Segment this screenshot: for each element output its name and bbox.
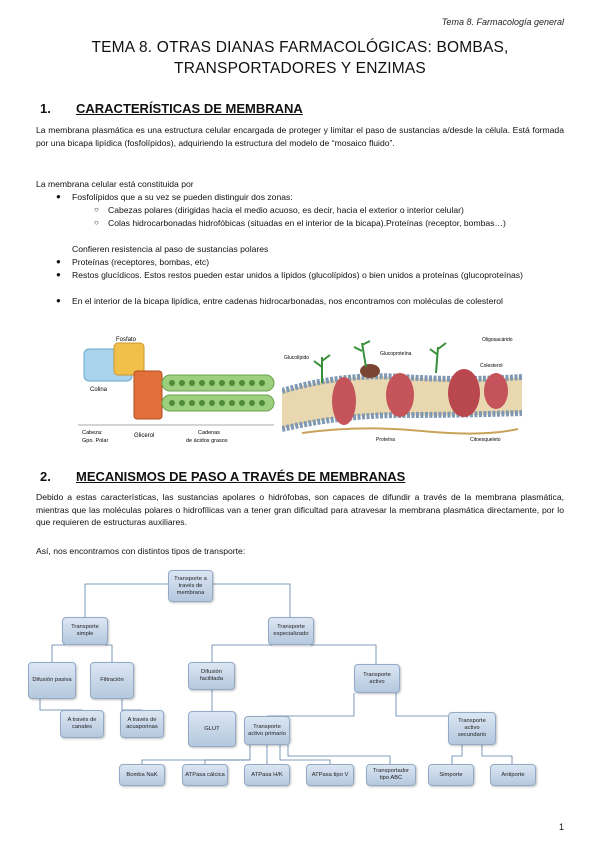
- bullet-phospholipids: [56, 191, 562, 204]
- node-transporte-simple: Transporte simple: [62, 617, 108, 645]
- section-2-heading: [40, 469, 405, 484]
- section-1-title: CARACTERÍSTICAS DE MEMBRANA: [76, 101, 303, 116]
- sub-polar-heads: [94, 204, 562, 217]
- sub-circle: ○: [94, 205, 99, 214]
- protein-4: [484, 373, 508, 409]
- node-simporte: Simporte: [428, 764, 474, 786]
- node-glut: GLUT: [188, 711, 236, 747]
- fatty-chain-1: [162, 375, 274, 391]
- title-line-1: TEMA 8. OTRAS DIANAS FARMACOLÓGICAS: BOMBAS,: [91, 39, 509, 56]
- bullet-proteins: [56, 256, 562, 269]
- node-difusion-pasiva: Difusión pasiva: [28, 662, 76, 699]
- section-1-intro: La membrana plasmática es una estructura celular encargada de proteger y limitar el paso de sustancias a/desde la célula. Está formada por una bicapa lipídica (fosfolípidos), adquiriendo la estructura del modelo de “mosaico fluido”.: [36, 125, 564, 148]
- label-fosfato: Fosfato: [116, 337, 137, 343]
- membrane-constituted: La membrana celular está constituida por: [36, 179, 194, 189]
- node-transporte-especializado: Transporte especializado: [268, 617, 314, 645]
- label-proteina: Proteína: [376, 437, 395, 443]
- page-title: [30, 37, 570, 79]
- bullet-cholesterol: [56, 295, 562, 308]
- sub-tails: [94, 217, 562, 230]
- bullet-glycans-text: Restos glucídicos. Estos restos pueden estar unidos a lípidos (glucolípidos) o bien unidos a proteínas (glucoproteínas): [72, 270, 523, 280]
- label-cadenas: Cadenas: [198, 430, 221, 436]
- node-transporte-activo: Transporte activo: [354, 664, 400, 693]
- cytoskeleton: [302, 428, 518, 433]
- transport-types-intro: Así, nos encontramos con distintos tipos de transporte:: [36, 546, 246, 556]
- sub-polar-heads-text: Cabezas polares (dirigidas hacia el medio acuoso, es decir, hacia el exterior o interior celular): [108, 205, 464, 215]
- sub-circle: ○: [94, 218, 99, 227]
- protein-globule: [360, 364, 380, 378]
- title-line-2: TRANSPORTADORES Y ENZIMAS: [174, 60, 426, 77]
- bullet-dot: ●: [56, 296, 61, 305]
- protein-2: [386, 373, 414, 417]
- label-gpo-polar: Gpo. Polar: [82, 438, 109, 444]
- bullet-dot: ●: [56, 257, 61, 266]
- label-colesterol: Colesterol: [480, 363, 503, 369]
- protein-1: [332, 377, 356, 425]
- bullet-glycans: [56, 269, 562, 282]
- node-atpasa-hk: ATPasa H/K: [244, 764, 290, 786]
- node-acuaporinas: A través de acuaporinas: [120, 710, 164, 738]
- node-activo-primario: Transporte activo primario: [244, 716, 290, 745]
- node-root: Transporte a través de membrana: [168, 570, 213, 602]
- label-colina: Colina: [90, 387, 108, 393]
- bullet-dot: ●: [56, 192, 61, 201]
- resistance-note: Confieren resistencia al paso de sustancias polares: [72, 244, 269, 254]
- fluid-mosaic-figure: [282, 333, 522, 445]
- bullet-dot: ●: [56, 270, 61, 279]
- node-atpasa-calcica: ATPasa cálcica: [182, 764, 228, 786]
- fatty-chain-2: [162, 395, 274, 411]
- label-glicerol: Glicerol: [134, 433, 155, 439]
- node-activo-secundario: Transporte activo secundario: [448, 712, 496, 745]
- label-glucoproteina: Glucoproteína: [380, 351, 412, 357]
- label-citoesqueleto: Citoesqueleto: [470, 437, 501, 443]
- label-oligosacarido: Oligosacárido: [482, 337, 513, 343]
- phospholipid-figure: [76, 333, 276, 445]
- sub-tails-text: Colas hidrocarbonadas hidrofóbicas (situadas en el interior de la bicapa).Proteínas (receptor, bombas…): [108, 218, 506, 228]
- label-glucolipido: Glucolípido: [284, 355, 310, 361]
- bullet-phospholipids-text: Fosfolípidos que a su vez se pueden distinguir dos zonas:: [72, 192, 293, 202]
- glycerol-block: [134, 371, 162, 419]
- node-canales: A través de canales: [60, 710, 104, 738]
- section-2-number: 2.: [40, 469, 51, 484]
- node-abc: Transportador tipo ABC: [366, 764, 416, 786]
- section-1-number: 1.: [40, 101, 51, 116]
- phosphate-block: [114, 343, 144, 375]
- fluid-mosaic-svg: [282, 333, 522, 445]
- node-difusion-facilitada: Difusión facilitada: [188, 662, 235, 690]
- section-2-title: MECANISMOS DE PASO A TRAVÉS DE MEMBRANAS: [76, 469, 406, 484]
- section-1-heading: [40, 101, 303, 116]
- label-cabeza: Cabeza:: [82, 430, 103, 436]
- node-filtracion: Filtración: [90, 662, 134, 699]
- bullet-cholesterol-text: En el interior de la bicapa lipídica, entre cadenas hidrocarbonadas, nos encontramos con moléculas de colesterol: [72, 296, 503, 306]
- running-header: Tema 8. Farmacología general: [441, 17, 564, 27]
- section-2-intro: Debido a estas características, las sustancias apolares o hidrófobas, son capaces de difundir a través de la membrana plasmática, mientras que las moléculas polares o hidrofílicas van a tener gran dificultad para atravesar la membrana plasmática directamente, por lo que requieren de estructuras auxiliares.: [36, 492, 564, 528]
- node-atpasa-v: ATPasa tipo V: [306, 764, 354, 786]
- bullet-proteins-text: Proteínas (receptores, bombas, etc): [72, 257, 210, 267]
- protein-3: [448, 369, 480, 417]
- node-antiporte: Antiporte: [490, 764, 536, 786]
- node-bomba-nak: Bomba NaK: [119, 764, 165, 786]
- page-number: 1: [558, 822, 564, 832]
- phospholipid-svg: [76, 333, 276, 445]
- label-acidos-grasos: de ácidos grasos: [186, 438, 228, 444]
